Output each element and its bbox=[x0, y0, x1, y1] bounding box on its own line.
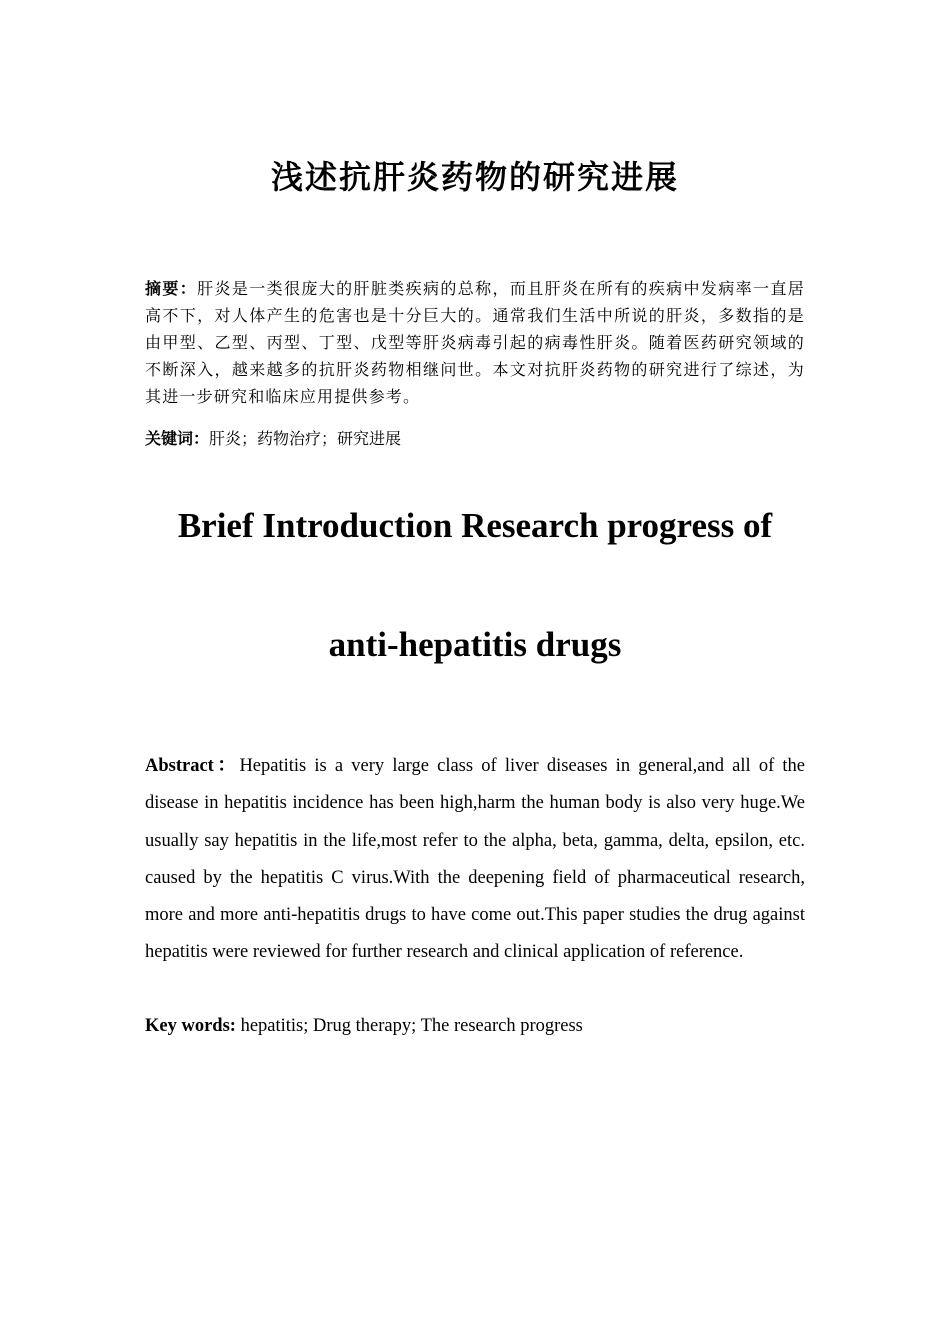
english-title-line-2: anti-hepatitis drugs bbox=[328, 625, 622, 664]
chinese-abstract-text: 肝炎是一类很庞大的肝脏类疾病的总称，而且肝炎在所有的疾病中发病率一直居高不下，对人体产生的危害也是十分巨大的。通常我们生活中所说的肝炎，多数指的是由甲型、乙型、丙型、丁型、戊型等肝炎病毒引起的病毒性肝炎。随着医药研究领域的不断深入，越来越多的抗肝炎药物相继问世。本文对抗肝炎药物的研究进行了综述，为其进一步研究和临床应用提供参考。 bbox=[145, 279, 805, 406]
english-keywords-text: hepatitis; Drug therapy; The research progress bbox=[240, 1016, 583, 1036]
chinese-keywords-text: 肝炎；药物治疗；研究进展 bbox=[209, 429, 402, 448]
english-title-line-1: Brief Introduction Research progress of bbox=[177, 506, 773, 545]
english-abstract-label: Abstract： bbox=[145, 756, 240, 776]
chinese-keywords bbox=[145, 425, 805, 452]
chinese-title: 浅述抗肝炎药物的研究进展 bbox=[270, 158, 679, 196]
english-keywords-label: Key words: bbox=[145, 1016, 236, 1036]
chinese-abstract-label: 摘要： bbox=[145, 279, 198, 298]
english-abstract bbox=[145, 748, 805, 972]
english-abstract-text: Hepatitis is a very large class of liver diseases in general,and all of the disease in hepatitis incidence has been high,harm the human body is also very huge.We usually say hepatitis in the life,most refer to the alpha, beta, gamma, delta, epsilon, etc. caused by the hepatitis C virus.With the deepening field of pharmaceutical research, more and more anti-hepatitis drugs to have come out.This paper studies the drug against hepatitis were reviewed for further research and clinical application of reference. bbox=[145, 756, 806, 963]
chinese-keywords-label: 关键词： bbox=[145, 429, 210, 448]
chinese-abstract bbox=[145, 275, 805, 410]
english-keywords bbox=[145, 1012, 805, 1040]
